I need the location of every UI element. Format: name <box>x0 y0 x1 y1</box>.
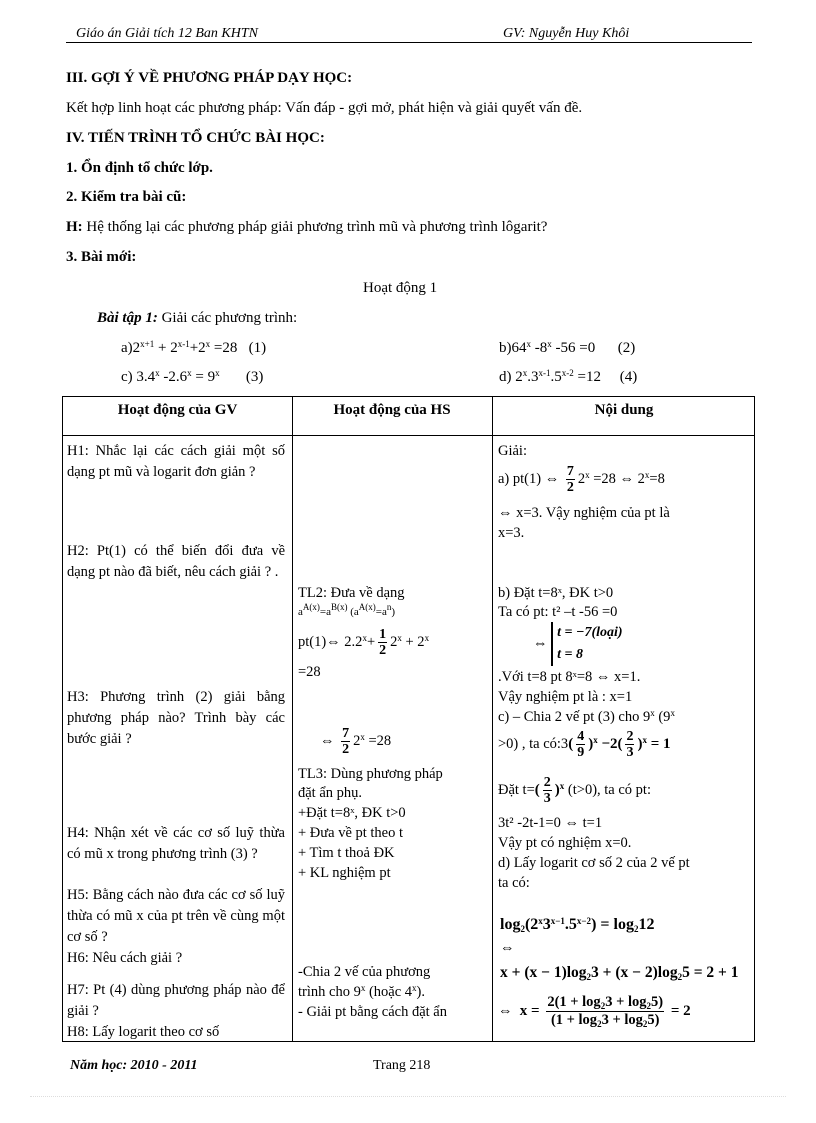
column-divider <box>492 397 493 1041</box>
nd-d2: ta có: <box>498 875 530 891</box>
gv-h6: H6: Nêu cách giải ? <box>67 950 183 966</box>
footer-page: Trang 218 <box>373 1058 431 1073</box>
activity-table <box>62 396 755 1042</box>
nd-a3: x=3. <box>498 525 525 541</box>
gv-h5: H5: Bằng cách nào đưa các cơ số luỹ thừa có mũ x của pt trên về cùng một cơ số ? <box>67 887 285 945</box>
column-header-hs: Hoạt động của HS <box>333 402 451 418</box>
nd-c1b: >0) , ta có:3( $\frac{4}{9}$ )$^x$ −2( $\frac{2}{3}$ )$^x$ = 1 <box>498 729 671 761</box>
header-rule <box>66 42 752 43</box>
nd-d-iff: ⇔ <box>500 940 515 956</box>
review-question: H: Hệ thống lại các phương pháp giải phương trình mũ và phương trình lôgarit? <box>66 219 548 235</box>
equation-d: d) $2^x.3^{x-1}.5^{x-2} =12$ (4) <box>499 368 638 385</box>
footer-year: Năm học: 2010 - 2011 <box>70 1058 198 1073</box>
activity-title: Hoạt động 1 <box>363 280 438 296</box>
nd-c4: Vậy pt có nghiệm x=0. <box>498 835 632 851</box>
step-2: 2. Kiểm tra bài cũ: <box>66 189 187 205</box>
section-3-title: III. GỢI Ý VỀ PHƯƠNG PHÁP DẠY HỌC: <box>66 70 353 86</box>
header-right: GV: Nguyễn Huy Khôi <box>503 26 630 41</box>
section-4-title: IV. TIẾN TRÌNH TỔ CHỨC BÀI HỌC: <box>66 130 325 146</box>
gv-h3: H3: Phương trình (2) giải bằng phương pháp nào? Trình bày các bước giải ? <box>67 689 285 747</box>
hs-tl7-c: - Giải pt bằng cách đặt ẩn <box>298 1004 447 1020</box>
hs-tl7-b: trình cho 9$^x$ (hoặc 4$^x$). <box>298 983 425 1000</box>
nd-d5: ⇔ x = $\frac{2(1 + \log_23 + \log_25)}{(1 + \log_23 + \log_25)}$ = 2 <box>498 994 691 1030</box>
nd-giai: Giải: <box>498 443 527 459</box>
section-3-text: Kết hợp linh hoạt các phương pháp: Vấn đáp - gợi mở, phát hiện và giải quyết vấn đề. <box>66 100 583 116</box>
hs-step-2: ⇔ $\frac{7}{2}$ $2^x =28$ <box>320 726 392 758</box>
hs-tl3-f: + KL nghiệm pt <box>298 865 391 881</box>
page-edge <box>30 1096 786 1097</box>
hs-eq28: =28 <box>298 664 321 680</box>
nd-d3: $\log_2(2^x3^{x-1}.5^{x-2}) = \log_212$ <box>500 916 655 934</box>
nd-b4: .Với t=8 pt 8ˣ=8 ⇔ x=1. <box>498 669 641 685</box>
nd-b5: Vậy nghiệm pt là : x=1 <box>498 689 633 705</box>
column-divider <box>292 397 293 1041</box>
nd-b1: b) Đặt t=8ˣ, ĐK t>0 <box>498 585 614 601</box>
hs-tl3-c: +Đặt t=8ˣ, ĐK t>0 <box>298 805 406 821</box>
hs-tl2-rule: $a^{A(x)}=a^{B(x)}$ $(a^{A(x)}=a^n)$ <box>298 602 396 618</box>
nd-a1: a) pt(1) ⇔ $\frac{7}{2}$ $2^x =28$ ⇔ $2^x=8$ <box>498 464 665 496</box>
hs-tl3-d: + Đưa về pt theo t <box>298 825 404 841</box>
hs-tl2: TL2: Đưa về dạng <box>298 585 405 601</box>
nd-b2: Ta có pt: t² –t -56 =0 <box>498 604 618 620</box>
gv-h2: H2: Pt(1) có thể biến đổi đưa về dạng pt nào đã biết, nêu cách giải ? . <box>67 543 285 580</box>
hs-tl3-b: đặt ẩn phụ. <box>298 785 363 801</box>
nd-a2: ⇔ x=3. Vậy nghiệm của pt là <box>498 505 670 521</box>
hs-tl7-a: -Chia 2 vế của phương <box>298 964 431 980</box>
gv-h1: H1: Nhắc lại các cách giải một số dạng pt mũ và logarit đơn giản ? <box>67 443 285 480</box>
nd-c1a: c) – Chia 2 vế pt (3) cho 9$^x$ (9$^x$ <box>498 708 675 725</box>
nd-c3: 3t² -2t-1=0 ⇔ t=1 <box>498 815 603 831</box>
gv-h8: H8: Lấy logarit theo cơ số <box>67 1024 220 1040</box>
gv-h4: H4: Nhận xét về các cơ số luỹ thừa có mũ x trong phương trình (3) ? <box>67 825 285 862</box>
equation-c: c) 3.4$^x$ $-2.6^x = 9^x$ (3) <box>121 368 264 385</box>
hs-step-1: pt(1)⇔ $2.2^x+$ $\frac{1}{2}$ $2^x + 2^x$ <box>298 627 430 659</box>
equation-b: b)64$^x$ -8$^x$ -56 =0 (2) <box>499 339 636 356</box>
step-3: 3. Bài mới: <box>66 249 137 265</box>
nd-d4: $x + (x - 1)\log_23 + (x - 2)\log_25 = 2 + 1$ <box>500 964 739 982</box>
nd-d1: d) Lấy logarit cơ số 2 của 2 vế pt <box>498 855 690 871</box>
nd-b3: ⇔ t = −7(loại) t = 8 <box>533 622 623 666</box>
header-left: Giáo án Giải tích 12 Ban KHTN <box>76 26 259 41</box>
step-1: 1. Ổn định tổ chức lớp. <box>66 160 213 176</box>
header-divider <box>63 435 754 436</box>
column-header-gv: Hoạt động của GV <box>117 402 238 418</box>
hs-tl3-e: + Tìm t thoả ĐK <box>298 845 395 861</box>
nd-c2: Đặt t=( $\frac{2}{3}$ )$^x$ (t>0), ta có pt: <box>498 775 651 807</box>
equation-a: $a)2^{x+1} + 2^{x-1}+2^x =28$ (1) <box>121 339 267 356</box>
gv-h7: H7: Pt (4) dùng phương pháp nào để giải ? <box>67 982 285 1019</box>
hs-tl3-a: TL3: Dùng phương pháp <box>298 766 443 782</box>
exercise-title: Bài tập 1: Giải các phương trình: <box>97 310 298 326</box>
column-header-content: Nội dung <box>594 402 654 418</box>
